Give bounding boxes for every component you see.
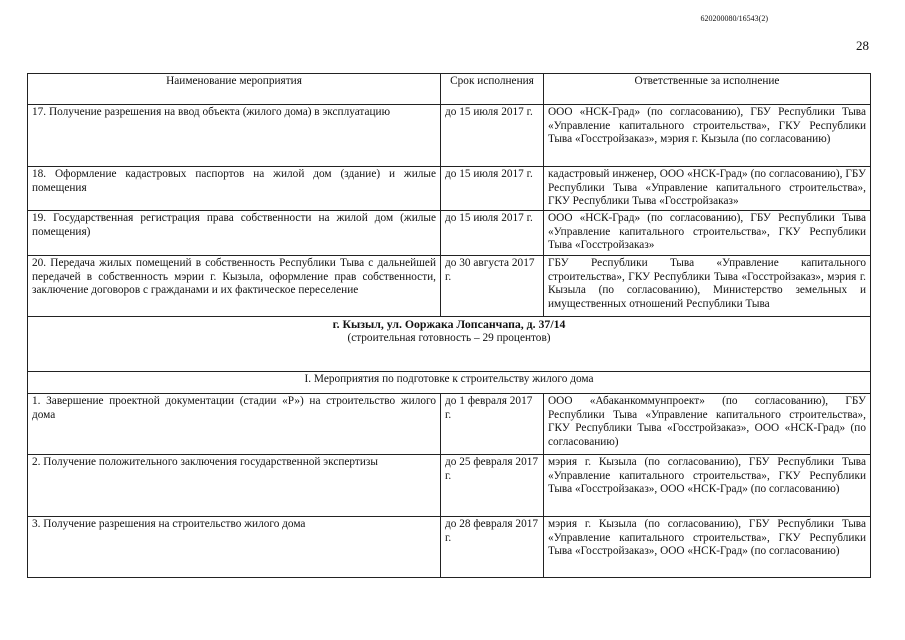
table-row bbox=[28, 517, 871, 578]
responsible-cell: мэрия г. Кызыла (по согласованию), ГБУ Республики Тыва «Управление капитального строительства», ГКУ Республики Тыва «Госстройзаказ», ООО «НСК-Град» (по согласованию) bbox=[544, 517, 871, 578]
section-row bbox=[28, 317, 871, 372]
event-cell: 17. Получение разрешения на ввод объекта (жилого дома) в эксплуатацию bbox=[28, 105, 441, 167]
responsible-cell: кадастровый инженер, ООО «НСК-Град» (по согласованию), ГБУ Республики Тыва «Управление капитального строительства», ГКУ Республики Тыва «Госстройзаказ» bbox=[544, 167, 871, 211]
table-header bbox=[28, 74, 871, 105]
table-row bbox=[28, 394, 871, 455]
responsible-cell: ГБУ Республики Тыва «Управление капитального строительства», ГКУ Республики Тыва «Госстройзаказ», мэрия г. Кызыла (по согласованию), Министерство земельных и имущественных отношений Республики Тыва bbox=[544, 256, 871, 317]
table-row bbox=[28, 455, 871, 517]
table-row bbox=[28, 167, 871, 211]
column-header-deadline: Срок исполнения bbox=[441, 74, 544, 105]
column-header-responsible: Ответственные за исполнение bbox=[544, 74, 871, 105]
deadline-cell: до 1 февраля 2017 г. bbox=[441, 394, 544, 455]
section-address: г. Кызыл, ул. Ооржака Лопсанчапа, д. 37/14 bbox=[332, 317, 566, 331]
event-cell: 1. Завершение проектной документации (стадии «Р») на строительство жилого дома bbox=[28, 394, 441, 455]
subsection-row bbox=[28, 372, 871, 394]
responsible-cell: ООО «НСК-Град» (по согласованию), ГБУ Республики Тыва «Управление капитального строительства», ГКУ Республики Тыва «Госстройзаказ» bbox=[544, 211, 871, 256]
page-number: 28 bbox=[856, 38, 869, 53]
event-cell: 2. Получение положительного заключения государственной экспертизы bbox=[28, 455, 441, 517]
responsible-cell: мэрия г. Кызыла (по согласованию), ГБУ Республики Тыва «Управление капитального строительства», ГКУ Республики Тыва «Госстройзаказ», ООО «НСК-Град» (по согласованию) bbox=[544, 455, 871, 517]
event-cell: 19. Государственная регистрация права собственности на жилой дом (жилые помещения) bbox=[28, 211, 441, 256]
section-readiness: (строительная готовность – 29 процентов) bbox=[347, 331, 551, 344]
document-code: 620200080/16543(2) bbox=[700, 14, 768, 23]
deadline-cell: до 15 июля 2017 г. bbox=[441, 167, 544, 211]
measures-table bbox=[27, 73, 871, 578]
event-cell: 3. Получение разрешения на строительство жилого дома bbox=[28, 517, 441, 578]
deadline-cell: до 15 июля 2017 г. bbox=[441, 211, 544, 256]
table-row bbox=[28, 256, 871, 317]
section-heading bbox=[28, 317, 871, 372]
deadline-cell: до 15 июля 2017 г. bbox=[441, 105, 544, 167]
table-row bbox=[28, 105, 871, 167]
event-cell: 18. Оформление кадастровых паспортов на жилой дом (здание) и жилые помещения bbox=[28, 167, 441, 211]
deadline-cell: до 30 августа 2017 г. bbox=[441, 256, 544, 317]
deadline-cell: до 25 февраля 2017 г. bbox=[441, 455, 544, 517]
table-row bbox=[28, 211, 871, 256]
column-header-event: Наименование мероприятия bbox=[28, 74, 441, 105]
event-cell: 20. Передача жилых помещений в собственность Республики Тыва с дальнейшей передачей в собственность мэрии г. Кызыла, оформление прав собственности, заключение договоров с гражданами и их фактическое переселение bbox=[28, 256, 441, 317]
subsection-heading: I. Мероприятия по подготовке к строительству жилого дома bbox=[28, 372, 871, 394]
responsible-cell: ООО «Абаканкоммунпроект» (по согласованию), ГБУ Республики Тыва «Управление капитального строительства», ГКУ Республики Тыва «Госстройзаказ», ООО «НСК-Град» (по согласованию) bbox=[544, 394, 871, 455]
responsible-cell: ООО «НСК-Град» (по согласованию), ГБУ Республики Тыва «Управление капитального строительства», ГКУ Республики Тыва «Госстройзаказ», мэрия г. Кызыла (по согласованию) bbox=[544, 105, 871, 167]
deadline-cell: до 28 февраля 2017 г. bbox=[441, 517, 544, 578]
